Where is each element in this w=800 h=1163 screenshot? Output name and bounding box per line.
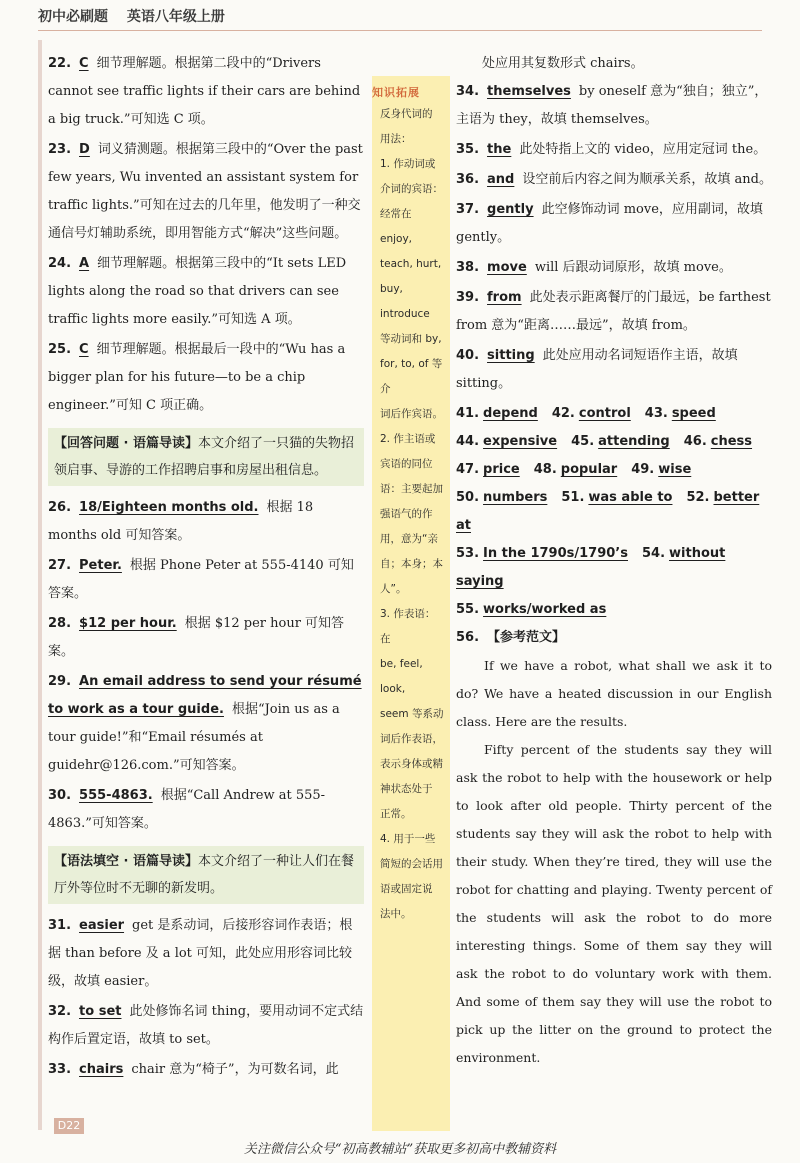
sidebar-line: 语或固定说: [380, 883, 433, 895]
question-number: 31.: [48, 918, 72, 933]
answer-key: without saying: [456, 546, 726, 589]
sidebar-line: 用法：: [380, 133, 412, 145]
answer-key: the: [487, 142, 512, 157]
section-tag: 【回答问题 · 语篇导读】: [54, 436, 198, 451]
answer-key: In the 1790s/1790’s: [483, 546, 628, 561]
right-column: [456, 50, 772, 1072]
question-number: 45.: [571, 434, 595, 449]
question-number: 51.: [561, 490, 585, 505]
question-number: 48.: [533, 462, 557, 477]
answer-key: D: [79, 142, 90, 157]
answer-item: [48, 610, 364, 666]
sidebar-line: 宾语的同位: [380, 458, 433, 470]
sidebar-line: seem 等系动: [380, 708, 444, 720]
sidebar-line: 等动词和 by,: [380, 333, 442, 345]
answer-item: [456, 78, 772, 134]
explanation-text: 细节理解题。根据最后一段中的“Wu has a bigger plan for his future—to be a chip engineer.”可知 C 项正确。: [48, 342, 346, 413]
answer-item: [48, 668, 364, 780]
answer-item: [456, 166, 772, 194]
answer-key: to set: [79, 1004, 122, 1019]
continued-text: 处应用其复数形式 chairs。: [482, 56, 644, 71]
answer-key: popular: [560, 462, 618, 477]
sidebar-line: teach, hurt,: [380, 258, 442, 270]
answer-item: [48, 998, 364, 1054]
question-number: 44.: [456, 434, 480, 449]
question-number: 41.: [456, 406, 480, 421]
question-number: 46.: [683, 434, 707, 449]
sidebar-line: 词后作表语，: [380, 733, 443, 745]
sidebar-line: 反身代词的: [380, 108, 433, 120]
question-number: 43.: [644, 406, 668, 421]
question-number: 26.: [48, 500, 72, 515]
question-number: 55.: [456, 602, 480, 617]
explanation-text: 根据 18 months old 可知答案。: [48, 500, 314, 543]
answer-key: chess: [710, 434, 753, 449]
answer-item: [48, 1056, 364, 1084]
sidebar-line: 自；本身；本: [380, 558, 443, 570]
question-number: 34.: [456, 84, 480, 99]
explanation-text: 根据“Join us as a tour guide!”和“Email résumés at guidehr@126.com.”可知答案。: [48, 702, 340, 773]
answer-key: C: [79, 342, 89, 357]
explanation-text: 设空前后内容之间为顺承关系，故填 and。: [522, 172, 772, 187]
answer-key: control: [578, 406, 631, 421]
answer-key: themselves: [487, 84, 571, 99]
sidebar-line: for, to, of 等介: [380, 358, 443, 395]
sidebar-line: be, feel, look,: [380, 658, 423, 695]
section-reading-guide-1: [48, 428, 364, 486]
question-number: 42.: [551, 406, 575, 421]
answer-item: [456, 342, 772, 398]
question-number: 50.: [456, 490, 480, 505]
explanation-text: 根据 Phone Peter at 555-4140 可知答案。: [48, 558, 354, 601]
sidebar-line: 3. 作表语：在: [380, 608, 436, 645]
answer-item: [48, 494, 364, 550]
section-reading-guide-2: [48, 846, 364, 904]
answer-key: move: [487, 260, 527, 275]
answer-key: and: [487, 172, 515, 187]
section-tag: 【语法填空 · 语篇导读】: [54, 854, 198, 869]
sidebar-line: 2. 作主语或: [380, 433, 436, 445]
question-number: 29.: [48, 674, 72, 689]
answer-key: C: [79, 56, 89, 71]
answer-key: better at: [456, 490, 760, 533]
sidebar-line: 介词的宾语：: [380, 183, 443, 195]
answer-key: An email address to send your résumé to work as a tour guide.: [48, 674, 362, 717]
sidebar-line: 用，意为“亲: [380, 533, 438, 545]
explanation-text: will 后跟动词原形，故填 move。: [534, 260, 732, 275]
sidebar-line: 4. 用于一些: [380, 833, 436, 845]
answer-key: sitting: [487, 348, 535, 363]
question-number: 39.: [456, 290, 480, 305]
explanation-text: get 是系动词，后接形容词作表语；根据 than before 及 a lot 可知，此处应用形容词比较级，故填 easier。: [48, 918, 353, 989]
section-text: 本文介绍了一只猫的失物招领启事、导游的工作招聘启事和房屋出租信息。: [54, 436, 355, 478]
question-number: 53.: [456, 546, 480, 561]
answer-key: 18/Eighteen months old.: [79, 500, 259, 515]
question-number: 28.: [48, 616, 72, 631]
series-title: 初中必刷题: [38, 9, 108, 25]
question-number: 22.: [48, 56, 72, 71]
sidebar-line: 词后作宾语。: [380, 408, 443, 420]
answer-key: works/worked as: [483, 602, 607, 617]
footer-note: 关注微信公众号“初高教辅站”获取更多初高中教辅资料: [243, 1142, 557, 1157]
answer-key: depend: [483, 406, 538, 421]
answer-item: [456, 284, 772, 340]
essay-title: 【参考范文】: [487, 630, 566, 645]
question-number: 49.: [631, 462, 655, 477]
sidebar-line: 强语气的作: [380, 508, 433, 520]
page-number: D22: [54, 1118, 84, 1134]
question-number: 54.: [642, 546, 666, 561]
explanation-text: 此处应用动名词短语作主语，故填 sitting。: [456, 348, 738, 391]
answer-key: expensive: [483, 434, 558, 449]
sidebar-line: 简短的会话用: [380, 858, 443, 870]
short-answer-row: [456, 400, 772, 428]
short-answer-row: [456, 540, 772, 596]
essay-paragraph-1: If we have a robot, what shall we ask it to do? We have a heated discussion in our English class. Here are the results.: [456, 658, 772, 729]
answer-key: 555-4863.: [79, 788, 153, 803]
sidebar-line: 人”。: [380, 583, 407, 595]
sidebar-line: 经常在 enjoy,: [380, 208, 413, 245]
answer-item: [456, 254, 772, 282]
answer-key: $12 per hour.: [79, 616, 177, 631]
answer-item: [48, 782, 364, 838]
explanation-text: 此处表示距离餐厅的门最远，be farthest from 意为“距离……最远”，故填 from。: [456, 290, 771, 333]
answer-item: [48, 50, 364, 134]
sidebar-line: 1. 作动词或: [380, 158, 436, 170]
question-number: 40.: [456, 348, 480, 363]
explanation-text: 此空修饰动词 move，应用副词，故填 gently。: [456, 202, 763, 245]
answer-key: speed: [671, 406, 716, 421]
answer-key: was able to: [588, 490, 673, 505]
answer-key: A: [79, 256, 90, 271]
answer-key: easier: [79, 918, 125, 933]
question-number: 52.: [686, 490, 710, 505]
question-number: 32.: [48, 1004, 72, 1019]
subject-title: 英语八年级上册: [126, 9, 225, 25]
essay-paragraph-2: Fifty percent of the students say they will ask the robot to help with the housework or help to look after old people. Thirty percent of the students say they will ask the robot to help with their study. When they’re tired, they will use the robot for chatting and playing. Twenty percent of the students will ask the robot to do more interesting things. Some of them say they will ask the robot to do voluntary work with them. And some of them say they will use the robot to pick up the litter on the ground to protect the environment.: [456, 742, 772, 1065]
explanation-text: by oneself 意为“独自；独立”，主语为 they，故填 themselves。: [456, 84, 768, 127]
question-number: 35.: [456, 142, 480, 157]
question-number: 37.: [456, 202, 480, 217]
sidebar-line: 正常。: [380, 808, 412, 820]
question-number: 38.: [456, 260, 480, 275]
answer-item: [48, 336, 364, 420]
answer-key: from: [487, 290, 522, 305]
section-text: 本文介绍了一种让人们在餐厅外等位时不无聊的新发明。: [54, 854, 355, 896]
sidebar-line: 语：主要起加: [380, 483, 443, 495]
page-header: [38, 6, 762, 31]
explanation-text: 此处特指上文的 video，应用定冠词 the。: [519, 142, 767, 157]
short-answer-row: [456, 456, 772, 484]
sidebar-line: buy, introduce: [380, 283, 430, 320]
question-number: 36.: [456, 172, 480, 187]
question-number: 27.: [48, 558, 72, 573]
explanation-text: 细节理解题。根据第二段中的“Drivers cannot see traffic lights if their cars are behind a big truck.”可知选 C 项。: [48, 56, 361, 127]
answer-key: wise: [658, 462, 692, 477]
sidebar-line: 法中。: [380, 908, 412, 920]
sidebar-line: 神状态处于: [380, 783, 433, 795]
answer-key: Peter.: [79, 558, 122, 573]
question-number: 56.: [456, 630, 480, 645]
question-number: 47.: [456, 462, 480, 477]
answer-item: [48, 912, 364, 996]
answer-key: numbers: [483, 490, 548, 505]
sidebar-line: 表示身体或精: [380, 758, 443, 770]
sidebar-title: 知识拓展: [372, 86, 420, 99]
explanation-text: 词义猜测题。根据第三段中的“Over the past few years, Wu invented an assistant system for traffic lights.”可知在过去的几年里，他发明了一种交通信号灯辅助系统，即用智能方式“解决”这些问题。: [48, 142, 363, 241]
question-number: 30.: [48, 788, 72, 803]
short-answer-row: [456, 484, 772, 540]
question-number: 24.: [48, 256, 72, 271]
left-margin-bar: [38, 40, 42, 1130]
answer-item: [48, 552, 364, 608]
explanation-text: 根据 $12 per hour 可知答案。: [48, 616, 345, 659]
answer-item: [456, 136, 772, 164]
answer-key: attending: [598, 434, 670, 449]
question-number: 23.: [48, 142, 72, 157]
answer-key: price: [483, 462, 520, 477]
explanation-text: 细节理解题。根据第三段中的“It sets LED lights along the road so that drivers can see traffic lights more easily.”可知选 A 项。: [48, 256, 347, 327]
answer-key: chairs: [79, 1062, 124, 1077]
explanation-text: 根据“Call Andrew at 555-4863.”可知答案。: [48, 788, 326, 831]
question-number: 25.: [48, 342, 72, 357]
left-column: [48, 50, 364, 1086]
short-answer-row: [456, 596, 772, 624]
explanation-text: chair 意为“椅子”，为可数名词，此: [131, 1062, 339, 1077]
answer-item: [456, 196, 772, 252]
answer-item: [48, 136, 364, 248]
answer-item: [48, 250, 364, 334]
explanation-text: 此处修饰名词 thing，要用动词不定式结构作后置定语，故填 to set。: [48, 1004, 364, 1047]
model-essay: [456, 624, 772, 1072]
short-answer-row: [456, 428, 772, 456]
question-number: 33.: [48, 1062, 72, 1077]
answer-key: gently: [487, 202, 534, 217]
knowledge-sidebar: [372, 76, 450, 1131]
